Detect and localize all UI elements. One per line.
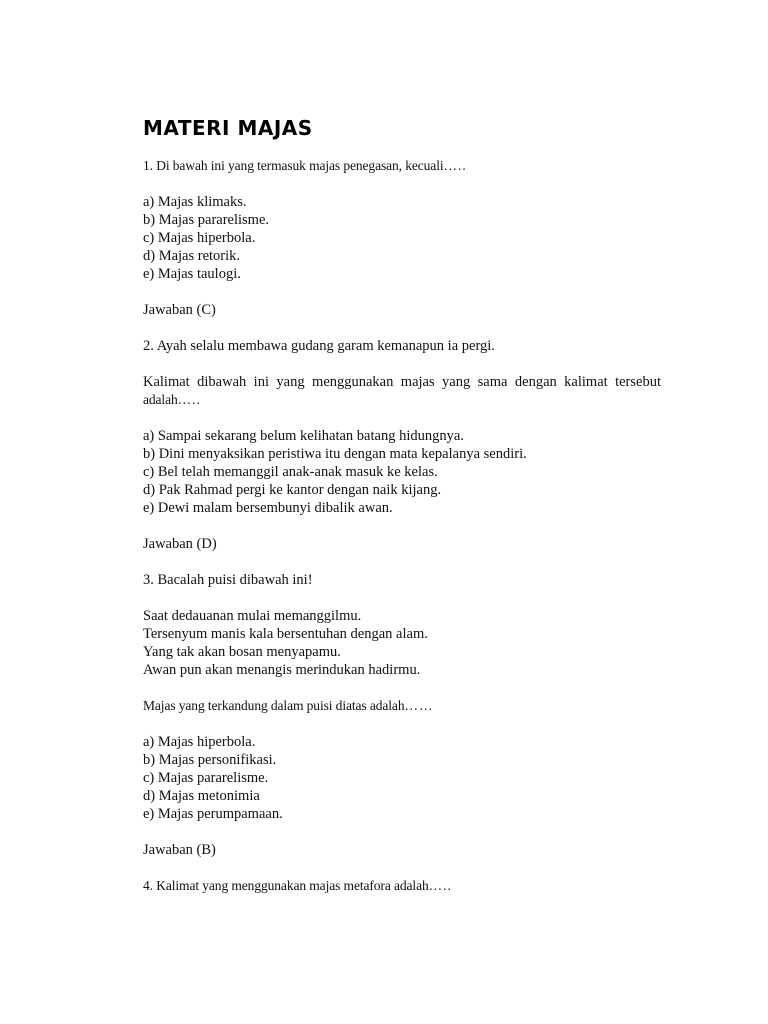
page-title: MATERI MAJAS <box>143 116 313 140</box>
option-b: b) Majas pararelisme. <box>143 212 270 228</box>
option-d: d) Majas retorik. <box>143 248 241 264</box>
question-subprompt-line1: Kalimat dibawah ini yang menggunakan majas yang sama dengan kalimat tersebut <box>143 374 661 390</box>
question-2 <box>143 337 661 571</box>
option-c: c) Majas hiperbola. <box>143 230 256 246</box>
question-1 <box>143 157 661 337</box>
poem-line-4: Awan pun akan menangis merindukan hadirmu. <box>143 662 421 678</box>
poem-line-1: Saat dedauanan mulai memanggilmu. <box>143 608 362 624</box>
option-a: a) Sampai sekarang belum kelihatan batang hidungnya. <box>143 428 464 444</box>
question-subprompt <box>143 697 661 715</box>
option-a: a) Majas hiperbola. <box>143 734 256 750</box>
option-a: a) Majas klimaks. <box>143 194 247 210</box>
question-prompt-text: 1. Di bawah ini yang termasuk majas penegasan, kecuali <box>143 158 444 173</box>
option-c: c) Bel telah memanggil anak-anak masuk ke kelas. <box>143 464 438 480</box>
question-subprompt-text: Majas yang terkandung dalam puisi diatas adalah <box>143 698 405 713</box>
option-d: d) Pak Rahmad pergi ke kantor dengan naik kijang. <box>143 482 442 498</box>
question-prompt-text: 4. Kalimat yang menggunakan majas metafora adalah <box>143 878 429 893</box>
answer-line: Jawaban (B) <box>143 842 216 858</box>
question-prompt <box>143 877 661 895</box>
option-e: e) Dewi malam bersembunyi dibalik awan. <box>143 500 393 516</box>
option-e: e) Majas perumpamaan. <box>143 806 283 822</box>
question-subprompt-line2 <box>143 391 661 409</box>
poem-line-3: Yang tak akan bosan menyapamu. <box>143 644 341 660</box>
ellipsis: ….. <box>177 392 201 407</box>
option-e: e) Majas taulogi. <box>143 266 241 282</box>
option-c: c) Majas pararelisme. <box>143 770 269 786</box>
document-page <box>143 116 661 895</box>
question-prompt: 2. Ayah selalu membawa gudang garam kemanapun ia pergi. <box>143 338 495 354</box>
answer-line: Jawaban (C) <box>143 302 216 318</box>
poem-line-2: Tersenyum manis kala bersentuhan dengan alam. <box>143 626 428 642</box>
ellipsis: ….. <box>428 878 452 893</box>
option-b: b) Majas personifikasi. <box>143 752 277 768</box>
option-b: b) Dini menyaksikan peristiwa itu dengan mata kepalanya sendiri. <box>143 446 527 462</box>
ellipsis: ….. <box>443 158 467 173</box>
ellipsis: …… <box>404 698 434 713</box>
option-d: d) Majas metonimia <box>143 788 260 804</box>
question-3 <box>143 571 661 877</box>
question-4 <box>143 877 661 895</box>
question-prompt <box>143 157 661 175</box>
question-subprompt-text: adalah <box>143 392 178 407</box>
question-prompt: 3. Bacalah puisi dibawah ini! <box>143 572 313 588</box>
answer-line: Jawaban (D) <box>143 536 217 552</box>
